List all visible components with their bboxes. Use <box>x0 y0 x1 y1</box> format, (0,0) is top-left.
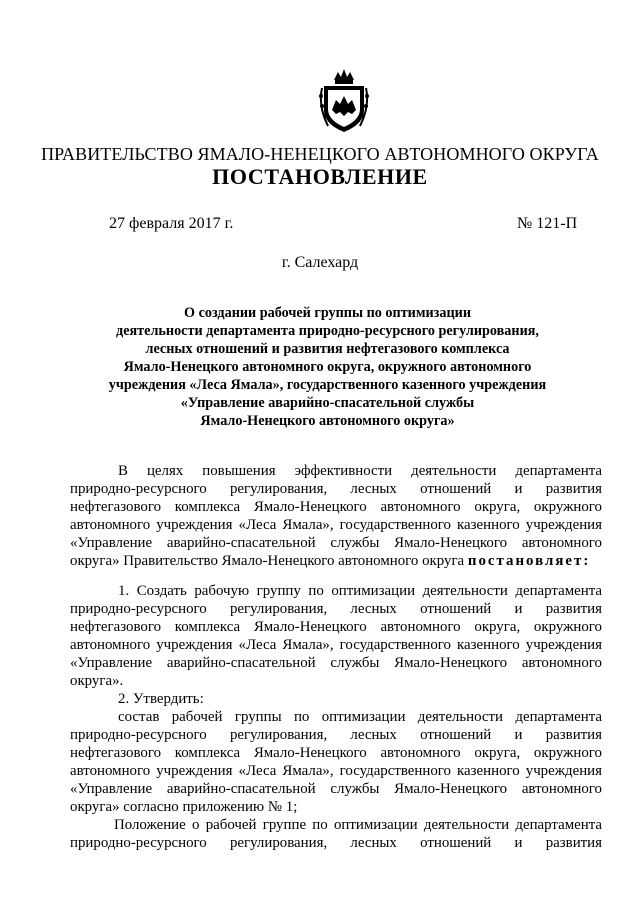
text-line: «Управление аварийно-спасательной службы Ямало-Ненецкого автономного <box>70 535 602 551</box>
preamble-paragraph <box>70 462 602 570</box>
decree-city: г. Салехард <box>281 254 359 271</box>
title-line: «Управление аварийно-спасательной службы <box>180 395 475 411</box>
regulation-paragraph <box>70 816 602 852</box>
item-1-paragraph <box>70 582 602 708</box>
text-line: состав рабочей группы по оптимизации деятельности департамента <box>118 709 602 725</box>
title-line: О создании рабочей группы по оптимизации <box>184 305 471 321</box>
text-line: 1. Создать рабочую группу по оптимизации деятельности департамента <box>118 583 602 599</box>
text-line: «Управление аварийно-спасательной службы Ямало-Ненецкого автономного <box>70 781 602 797</box>
coat-of-arms-emblem <box>318 66 370 134</box>
text-line: автономного учреждения «Леса Ямала», государственного казенного учреждения <box>70 517 602 533</box>
document-type: ПОСТАНОВЛЕНИЕ <box>212 164 428 189</box>
text-line: природно-ресурсного регулирования, лесных отношений и развития <box>70 481 602 497</box>
text-line: природно-ресурсного регулирования, лесных отношений и развития <box>70 835 602 851</box>
government-name: ПРАВИТЕЛЬСТВО ЯМАЛО-НЕНЕЦКОГО АВТОНОМНОГО ОКРУГА <box>41 144 599 164</box>
title-line: учреждения «Леса Ямала», государственного казенного учреждения <box>108 377 547 393</box>
text-line: В целях повышения эффективности деятельности департамента <box>118 463 602 479</box>
text-line: округа» Правительство Ямало-Ненецкого автономного округа постановляет: <box>70 553 591 569</box>
text-line: нефтегазового комплекса Ямало-Ненецкого автономного округа, окружного <box>70 619 602 635</box>
text-line: Положение о рабочей группе по оптимизации деятельности департамента <box>114 817 602 833</box>
text-line: нефтегазового комплекса Ямало-Ненецкого автономного округа, окружного <box>70 745 602 761</box>
title-line: Ямало-Ненецкого автономного округа» <box>200 413 455 429</box>
title-line: деятельности департамента природно-ресурсного регулирования, <box>116 323 539 339</box>
text-line: 2. Утвердить: <box>118 691 204 707</box>
text-line: округа». <box>70 673 124 689</box>
text-line: нефтегазового комплекса Ямало-Ненецкого автономного округа, окружного <box>70 499 602 515</box>
text-line: «Управление аварийно-спасательной службы Ямало-Ненецкого автономного <box>70 655 602 671</box>
decree-date: 27 февраля 2017 г. <box>109 215 234 232</box>
decree-title <box>90 304 565 430</box>
text-line: автономного учреждения «Леса Ямала», государственного казенного учреждения <box>70 637 602 653</box>
title-line: Ямало-Ненецкого автономного округа, окружного автономного <box>123 359 532 375</box>
text-line: округа» согласно приложению № 1; <box>70 799 298 815</box>
composition-paragraph <box>70 708 602 816</box>
text-line: природно-ресурсного регулирования, лесных отношений и развития <box>70 601 602 617</box>
decree-number: № 121-П <box>517 215 578 232</box>
title-line: лесных отношений и развития нефтегазового комплекса <box>145 341 510 357</box>
text-line: автономного учреждения «Леса Ямала», государственного казенного учреждения <box>70 763 602 779</box>
text-line: природно-ресурсного регулирования, лесных отношений и развития <box>70 727 602 743</box>
decree-keyword: постановляет: <box>467 553 591 569</box>
